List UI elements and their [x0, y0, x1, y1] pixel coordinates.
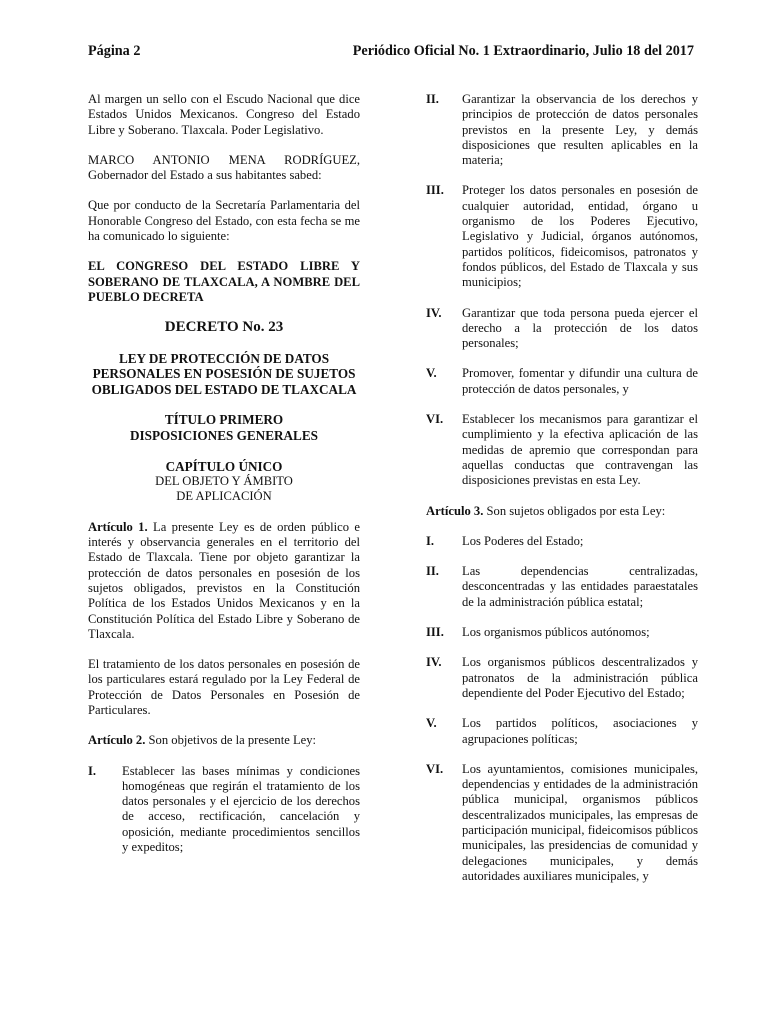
publication-title: Periódico Oficial No. 1 Extraordinario, Julio 18 del 2017	[352, 43, 694, 59]
list-item	[426, 655, 698, 701]
decree-number: DECRETO No. 23	[164, 319, 284, 336]
list-item	[426, 366, 698, 397]
list-item-text: Los organismos públicos autónomos;	[462, 625, 650, 640]
list-item-number: III.	[426, 625, 444, 640]
list-item-number: IV.	[426, 655, 442, 670]
chapter-subheading-2: DE APLICACIÓN	[176, 489, 272, 504]
list-item	[426, 534, 698, 549]
list-item-number: VI.	[426, 761, 444, 776]
list-item-text: Establecer los mecanismos para garantizar el cumplimiento y la efectiva aplicación de las medidas de apremio que correspondan para aquellas conductas que contravengan las disposiciones previstas en esta Ley.	[462, 412, 698, 488]
list-item-text: Garantizar que toda persona pueda ejercer el derecho a la protección de los datos personales;	[462, 305, 698, 351]
article-3	[426, 504, 698, 519]
list-item-text: Garantizar la observancia de los derechos y principios de protección de datos personales previstos en la presente Ley, y demás disposiciones que resulten aplicables en la materia;	[462, 92, 698, 168]
list-item-number: VI.	[426, 412, 444, 427]
list-item-number: II.	[426, 564, 439, 579]
page-number: Página 2	[88, 43, 141, 59]
list-item	[426, 183, 698, 290]
article-3-text: Son sujetos obligados por esta Ley:	[483, 503, 666, 518]
title-heading: TÍTULO PRIMERO	[164, 412, 284, 428]
article-1-label: Artículo 1.	[88, 519, 148, 534]
list-item-number: IV.	[426, 305, 442, 320]
list-item-text: Proteger los datos personales en posesión de cualquier autoridad, entidad, órgano u organismo de los Poderes Ejecutivo, Legislativo y Judicial, órganos autónomos, partidos políticos, fideicomisos, patronatos y fondos públicos, del Estado de Tlaxcala y sus municipios;	[462, 183, 698, 290]
article-1	[88, 520, 360, 642]
article-1-text: La presente Ley es de orden público e interés y observancia generales en el territorio del Estado de Tlaxcala. Tiene por objeto garantizar la protección de datos personales en posesión de los sujetos obligados, previstos en la Constitución Política de los Estados Unidos Mexicanos y en la Constitución Política del Estado Libre y Soberano de Tlaxcala.	[88, 519, 360, 641]
title-subheading: DISPOSICIONES GENERALES	[130, 427, 318, 443]
list-item-number: II.	[426, 92, 439, 106]
list-item	[426, 412, 698, 488]
list-item	[426, 92, 698, 168]
page-header	[88, 44, 694, 59]
list-item	[88, 764, 360, 856]
article-2	[88, 733, 360, 748]
list-item	[426, 306, 698, 352]
list-item-number: V.	[426, 716, 437, 731]
law-title: LEY DE PROTECCIÓN DE DATOS PERSONALES EN POSESIÓN DE SUJETOS OBLIGADOS DEL ESTADO DE TLAXCALA	[91, 350, 357, 397]
secretaria-paragraph: Que por conducto de la Secretaría Parlamentaria del Honorable Congreso del Estado, con esta fecha se me ha comunicado lo siguiente:	[88, 198, 360, 244]
list-item	[426, 716, 698, 747]
article-2-label: Artículo 2.	[88, 733, 146, 748]
left-column	[88, 92, 360, 855]
list-item-number: I.	[88, 763, 97, 778]
governor-paragraph: MARCO ANTONIO MENA RODRÍGUEZ, Gobernador del Estado a sus habitantes sabed:	[88, 152, 360, 183]
list-item-text: Los ayuntamientos, comisiones municipales, dependencias y entidades de la administración pública municipal, organismos públicos descentralizados municipales, las empresas de participación municipal, fideicomisos públicos municipales, las presidencias de comunidad y delegaciones municipales, y demás autoridades auxiliares municipales, y	[462, 761, 698, 883]
list-item-text: Los organismos públicos descentralizados y patronatos de la administración pública dependiente del Poder Ejecutivo del Estado;	[462, 655, 698, 700]
chapter-heading: CAPÍTULO ÚNICO	[165, 458, 283, 474]
right-column	[426, 92, 698, 884]
list-item	[426, 625, 698, 640]
list-item-number: V.	[426, 366, 437, 381]
list-item	[426, 564, 698, 610]
chapter-subheading-1: DEL OBJETO Y ÁMBITO	[155, 474, 293, 489]
list-item-number: I.	[426, 533, 435, 548]
article-3-label: Artículo 3.	[426, 503, 484, 518]
congress-decree-paragraph: EL CONGRESO DEL ESTADO LIBRE Y SOBERANO DE TLAXCALA, A NOMBRE DEL PUEBLO DECRETA	[88, 259, 360, 304]
list-item-text: Las dependencias centralizadas, desconcentradas y las entidades paraestatales de la administración pública estatal;	[462, 564, 698, 609]
list-item	[426, 762, 698, 884]
article-2-text: Son objetivos de la presente Ley:	[145, 733, 317, 748]
list-item-text: Los partidos políticos, asociaciones y agrupaciones políticas;	[462, 716, 698, 746]
list-item-number: III.	[426, 183, 444, 198]
margin-seal-paragraph: Al margen un sello con el Escudo Nacional que dice Estados Unidos Mexicanos. Congreso del Estado Libre y Soberano. Tlaxcala. Poder Legislativo.	[88, 92, 360, 137]
list-item-text: Promover, fomentar y difundir una cultura de protección de datos personales, y	[462, 366, 698, 396]
tratamiento-paragraph: El tratamiento de los datos personales en posesión de los particulares estará regulado por la Ley Federal de Protección de Datos Personales en Posesión de Particulares.	[88, 657, 360, 717]
list-item-text: Los Poderes del Estado;	[462, 533, 584, 548]
list-item-text: Establecer las bases mínimas y condiciones homogéneas que regirán el tratamiento de los datos personales y el ejercicio de los derechos de acceso, rectificación, cancelación y oposición, mediante procedimientos sencillos y expeditos;	[122, 763, 360, 855]
